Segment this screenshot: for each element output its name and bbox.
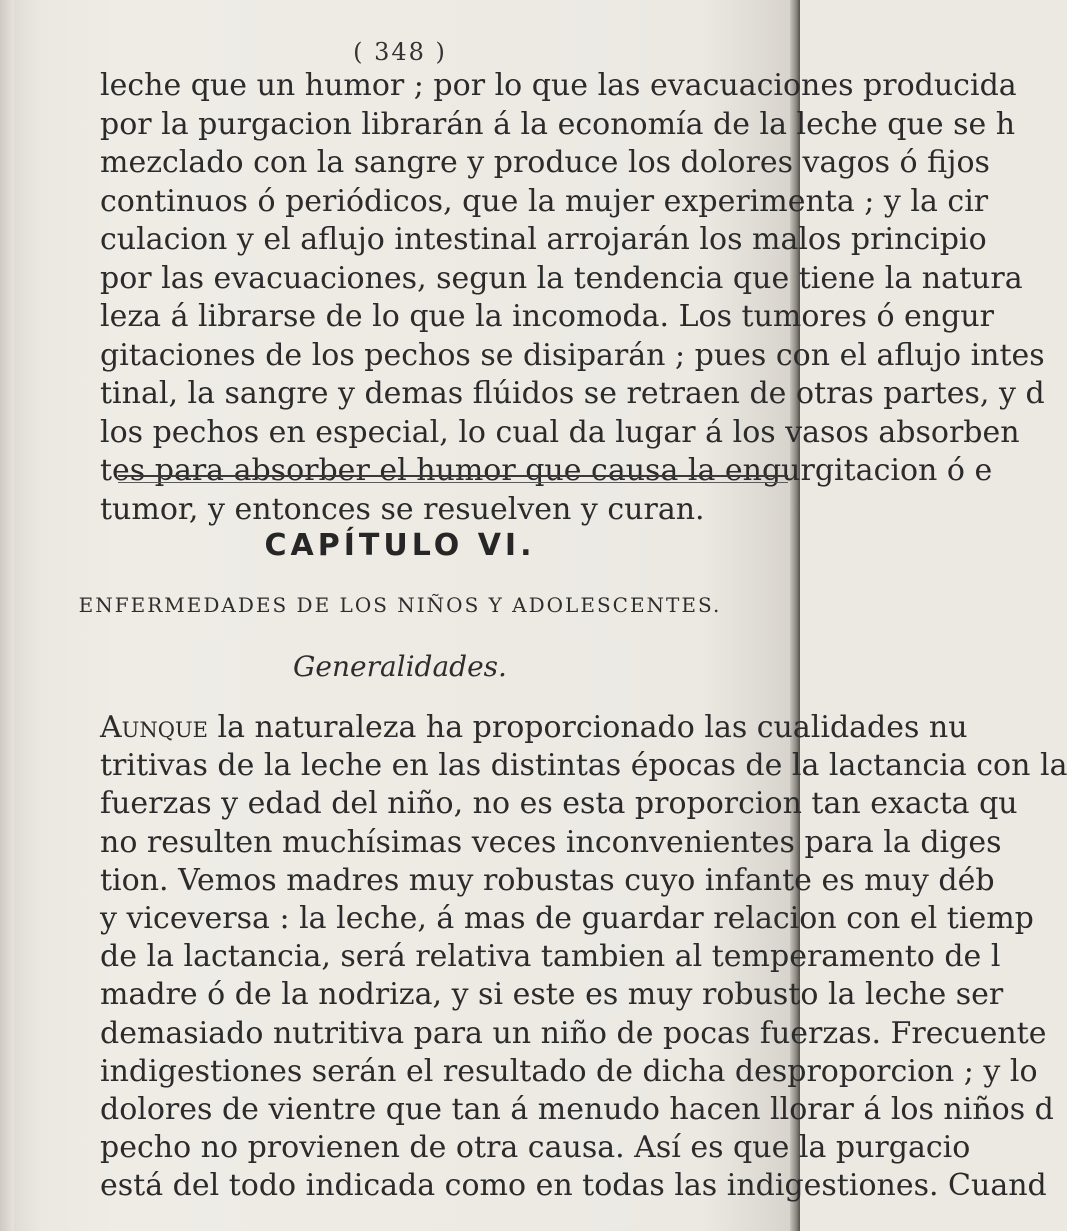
first-line-rest: la naturaleza ha proporcionado las cualidades nu bbox=[207, 710, 968, 745]
text-line: no resulten muchísimas veces inconvenientes para la diges bbox=[100, 824, 1002, 860]
text-line: los pechos en especial, lo cual da lugar á los vasos absorben bbox=[100, 414, 1020, 450]
text-line: madre ó de la nodriza, y si este es muy robusto la leche ser bbox=[100, 977, 1004, 1013]
text-line: está del todo indicada como en todas las indigestiones. Cuand bbox=[100, 1168, 1047, 1204]
text-line: tes para absorber el humor que causa la engurgitacion ó e bbox=[100, 453, 993, 488]
drop-word: Aunque bbox=[100, 710, 208, 745]
text-line: por la purgacion librarán á la economía de la leche que se h bbox=[100, 106, 1016, 142]
section-divider-rule bbox=[118, 475, 788, 483]
text-line-first bbox=[100, 708, 968, 746]
text-line: leche que un humor ; por lo que las evacuaciones producida bbox=[100, 68, 1017, 103]
text-line: tinal, la sangre y demas flúidos se retraen de otras partes, y d bbox=[100, 376, 1045, 411]
text-line: fuerzas y edad del niño, no es esta proporcion tan exacta qu bbox=[100, 786, 1018, 822]
text-line: indigestiones serán el resultado de dicha desproporcion ; y lo bbox=[100, 1053, 1038, 1089]
text-line: dolores de vientre que tan á menudo hacen llorar á los niños d bbox=[100, 1091, 1054, 1127]
text-line: culacion y el aflujo intestinal arrojarán los malos principio bbox=[100, 222, 987, 257]
subsection-title: Generalidades. bbox=[293, 650, 507, 683]
section-title: ENFERMEDADES DE LOS NIÑOS Y ADOLESCENTES. bbox=[78, 593, 722, 617]
text-line: tritivas de la leche en las distintas épocas de la lactancia con la bbox=[100, 748, 1067, 784]
paragraph-continued bbox=[100, 66, 1045, 528]
text-line: tumor, y entonces se resuelven y curan. bbox=[100, 491, 705, 527]
page-number: ( 348 ) bbox=[353, 38, 447, 66]
text-line: leza á librarse de lo que la incomoda. Los tumores ó engur bbox=[100, 299, 994, 334]
text-line: de la lactancia, será relativa tambien al temperamento de l bbox=[100, 939, 1001, 975]
text-line: continuos ó periódicos, que la mujer experimenta ; y la cir bbox=[100, 183, 989, 219]
text-line: mezclado con la sangre y produce los dolores vagos ó fijos bbox=[100, 145, 990, 180]
text-line: por las evacuaciones, segun la tendencia que tiene la natura bbox=[100, 260, 1023, 296]
text-line: demasiado nutritiva para un niño de pocas fuerzas. Frecuente bbox=[100, 1015, 1047, 1051]
text-line: gitaciones de los pechos se disiparán ; pues con el aflujo intes bbox=[100, 337, 1045, 373]
chapter-title: CAPÍTULO VI. bbox=[264, 528, 536, 563]
text-line: tion. Vemos madres muy robustas cuyo infante es muy déb bbox=[100, 862, 995, 898]
text-line: y viceversa : la leche, á mas de guardar relacion con el tiemp bbox=[100, 900, 1034, 936]
paragraph-generalidades bbox=[100, 708, 1067, 1204]
text-line: pecho no provienen de otra causa. Así es que la purgacio bbox=[100, 1130, 971, 1166]
